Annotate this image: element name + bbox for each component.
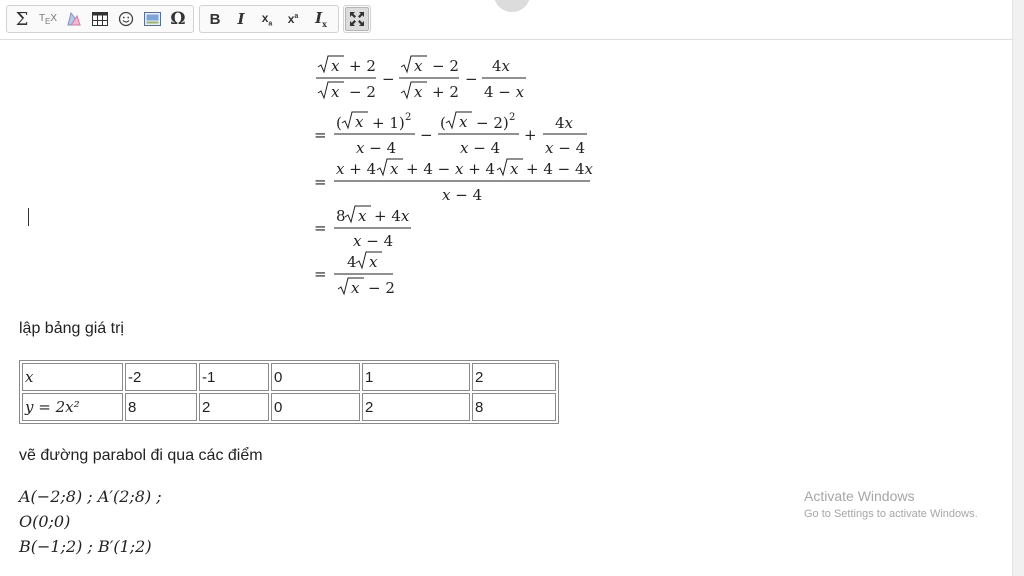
table-icon[interactable] <box>88 7 112 31</box>
table-row-x <box>22 363 556 391</box>
svg-text:x: x <box>459 113 468 131</box>
derivation-row-5 <box>314 252 395 297</box>
svg-text:x − 4: x − 4 <box>353 232 394 250</box>
svg-text:x − 4: x − 4 <box>442 186 483 204</box>
derivation-row-4 <box>314 206 411 250</box>
image-icon[interactable] <box>140 7 164 31</box>
svg-text:−: − <box>465 70 478 88</box>
parabola-text: vẽ đường parabol đi qua các điểm <box>19 447 263 464</box>
svg-text:4x: 4x <box>555 114 574 132</box>
value-table <box>19 360 559 424</box>
svg-text:x: x <box>358 207 367 225</box>
toolbar-group-tools <box>343 5 371 33</box>
svg-text:+ 2: + 2 <box>432 83 459 101</box>
svg-text:+: + <box>524 126 537 144</box>
editor-toolbar <box>0 0 1012 40</box>
svg-text:x: x <box>331 57 340 75</box>
table-cell: -2 <box>125 363 197 391</box>
svg-text:2: 2 <box>405 112 412 123</box>
svg-text:x: x <box>369 253 378 271</box>
svg-text:+ 4x: + 4x <box>374 207 410 225</box>
derivation-row-1 <box>316 56 526 101</box>
svg-text:− 2): − 2) <box>476 114 509 132</box>
svg-text:8: 8 <box>336 207 346 225</box>
svg-text:+ 4 − x + 4: + 4 − x + 4 <box>406 160 496 178</box>
svg-text:=: = <box>314 219 327 237</box>
svg-text:(: ( <box>336 114 342 132</box>
svg-text:4: 4 <box>347 253 357 271</box>
point-line: A(−2;8) ; A′(2;8) ; <box>19 487 162 506</box>
points-list <box>19 484 162 559</box>
svg-text:−: − <box>382 70 395 88</box>
table-cell: 8 <box>472 393 556 421</box>
smiley-icon[interactable] <box>114 7 138 31</box>
svg-text:4 − x: 4 − x <box>484 83 525 101</box>
table-row-y <box>22 393 556 421</box>
math-derivation <box>0 40 1012 308</box>
svg-text:+ 2: + 2 <box>349 57 376 75</box>
svg-text:x − 4: x − 4 <box>545 139 586 157</box>
svg-text:− 2: − 2 <box>432 57 459 75</box>
svg-text:(: ( <box>440 114 446 132</box>
subscript-icon[interactable]: $x_a$ <box>261 10 273 28</box>
omega-icon[interactable]: Ω <box>170 9 186 29</box>
table-cell: 2 <box>472 363 556 391</box>
table-cell: 1 <box>362 363 470 391</box>
toolbar-group-insert <box>6 5 194 33</box>
table-cell: 8 <box>125 393 197 421</box>
svg-text:=: = <box>314 265 327 283</box>
italic-icon[interactable]: I <box>237 10 245 28</box>
table-cell: 2 <box>199 393 269 421</box>
svg-text:=: = <box>314 173 327 191</box>
svg-text:2: 2 <box>509 112 516 123</box>
point-line: O(0;0) <box>19 512 71 531</box>
svg-text:+ 4 − 4x: + 4 − 4x <box>526 160 593 178</box>
toolbar-group-format <box>199 5 339 33</box>
svg-text:x − 4: x − 4 <box>356 139 397 157</box>
derivation-row-3 <box>314 159 594 204</box>
vertical-scrollbar[interactable] <box>1012 0 1024 576</box>
svg-text:x: x <box>351 279 360 297</box>
svg-text:x: x <box>510 160 519 178</box>
svg-text:x − 4: x − 4 <box>460 139 501 157</box>
remove-format-icon[interactable]: $I_x$ <box>315 9 327 29</box>
superscript-icon[interactable]: $x^a$ <box>287 12 299 26</box>
maximize-icon[interactable] <box>345 7 369 31</box>
sum-icon[interactable]: Σ <box>15 8 29 30</box>
derivation-row-2 <box>314 112 587 157</box>
svg-text:x: x <box>414 57 423 75</box>
collapse-handle[interactable] <box>494 0 530 12</box>
svg-text:=: = <box>314 126 327 144</box>
tex-icon[interactable]: $T_EX$ <box>38 12 58 26</box>
svg-text:x + 4: x + 4 <box>336 160 377 178</box>
svg-text:− 2: − 2 <box>368 279 395 297</box>
activation-watermark <box>804 488 978 520</box>
svg-text:x: x <box>355 113 364 131</box>
table-cell: 0 <box>271 393 360 421</box>
formula-icon[interactable] <box>62 7 86 31</box>
point-line: B(−1;2) ; B′(1;2) <box>19 537 152 556</box>
row-label-y: y = 2x² <box>22 393 123 421</box>
watermark-subtitle: Go to Settings to activate Windows. <box>804 508 978 520</box>
svg-text:4x: 4x <box>492 57 511 75</box>
svg-text:+ 1): + 1) <box>372 114 405 132</box>
watermark-title: Activate Windows <box>804 488 915 504</box>
table-heading: lập bảng giá trị <box>19 320 124 337</box>
table-cell: 0 <box>271 363 360 391</box>
svg-text:x: x <box>390 160 399 178</box>
bold-icon[interactable]: B <box>209 10 221 28</box>
svg-text:−: − <box>420 126 433 144</box>
svg-text:− 2: − 2 <box>349 83 376 101</box>
table-cell: -1 <box>199 363 269 391</box>
row-label-x: x <box>22 363 123 391</box>
table-cell: 2 <box>362 393 470 421</box>
svg-text:x: x <box>414 83 423 101</box>
svg-text:x: x <box>331 83 340 101</box>
